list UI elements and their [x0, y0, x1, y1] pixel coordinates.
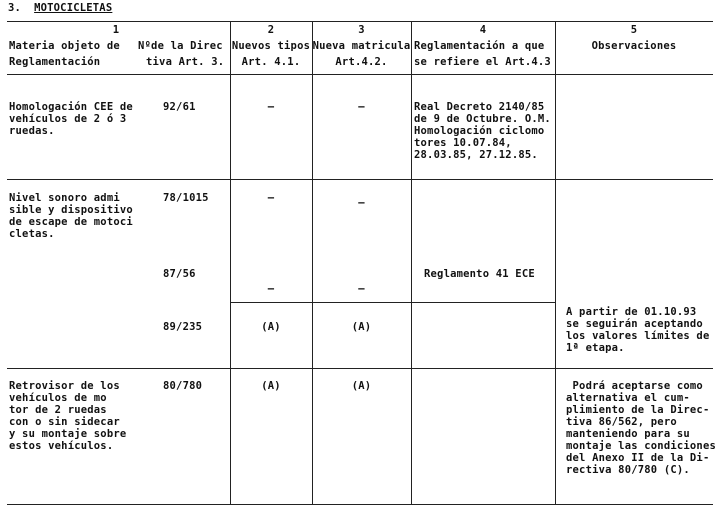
row1-reglamentacion: Real Decreto 2140/85 de 9 de Octubre. O.M. Homologación ciclomo tores 10.07.84, 28.03.85, 27.12.85.: [414, 101, 551, 161]
row3-directiva: 87/56: [163, 268, 196, 280]
row2-directiva: 78/1015: [163, 192, 209, 204]
column-divider: [312, 21, 313, 504]
column-divider: [555, 21, 556, 504]
section-name: MOTOCICLETAS: [34, 2, 113, 14]
col2-number: 2: [267, 24, 275, 36]
row4-matricula: (A): [351, 321, 372, 333]
row4-nuevos: (A): [261, 321, 281, 333]
column-divider: [230, 21, 231, 504]
col4-number: 4: [479, 24, 487, 36]
header-reglam-l1: Reglamentación a que: [414, 40, 545, 52]
row5-materia: Retrovisor de los vehículos de mo tor de 2 ruedas con o sin sidecar y su montaje sobre estos vehículos.: [9, 380, 127, 452]
row5-matricula: (A): [351, 380, 372, 392]
section-number: 3.: [8, 2, 22, 14]
section-title: [8, 2, 112, 14]
header-reglam-l2: se refiere el Art.4.3: [414, 56, 551, 68]
header-matricula-l1: Nueva matricula: [312, 40, 411, 52]
table-bottom-border: [7, 504, 713, 505]
row3-reglamentacion: Reglamento 41 ECE: [424, 268, 535, 280]
header-nuevos-l1: Nuevos tipos: [231, 40, 311, 52]
header-materia-l2: Reglamentación: [9, 56, 101, 68]
header-nuevos-l2: Art. 4.1.: [241, 56, 301, 68]
row4-directiva: 89/235: [163, 321, 203, 333]
col5-number: 5: [630, 24, 638, 36]
header-directiva-l2: tiva Art. 3.: [146, 56, 225, 68]
row5-directiva: 80/780: [163, 380, 203, 392]
header-matricula-l2: Art.4.2.: [335, 56, 388, 68]
row1-materia: Homologación CEE de vehículos de 2 ó 3 ruedas.: [9, 101, 133, 137]
row2-sub-border: [230, 302, 555, 303]
header-directiva-l1: Nºde la Direc: [138, 40, 223, 52]
row4-observaciones: A partir de 01.10.93 se seguirán aceptando los valores límites de 1ª etapa.: [566, 306, 710, 354]
col1-number: 1: [112, 24, 120, 36]
header-bottom-border: [7, 74, 713, 75]
table-top-border: [7, 21, 713, 22]
row2-bottom-border: [7, 368, 713, 369]
row3-nuevos: –: [267, 283, 275, 295]
header-materia-l1: Materia objeto de: [9, 40, 120, 52]
header-observaciones: Observaciones: [591, 40, 677, 52]
row2-matricula: –: [358, 197, 365, 209]
row3-matricula: –: [358, 283, 365, 295]
row5-nuevos: (A): [261, 380, 281, 392]
row2-materia: Nivel sonoro admi sible y dispositivo de escape de motoci cletas.: [9, 192, 133, 240]
row1-matricula: –: [358, 101, 365, 113]
row2-nuevos: –: [267, 192, 275, 204]
col3-number: 3: [358, 24, 365, 36]
row1-directiva: 92/61: [163, 101, 196, 113]
column-divider: [411, 21, 412, 504]
row1-nuevos: –: [267, 101, 275, 113]
row1-bottom-border: [7, 179, 713, 180]
row5-observaciones: Podrá aceptarse como alternativa el cum- plimiento de la Direc- tiva 86/562, pero manteniendo para su montaje las condiciones del Anexo II de la Di- rectiva 80/780 (C).: [566, 380, 716, 476]
